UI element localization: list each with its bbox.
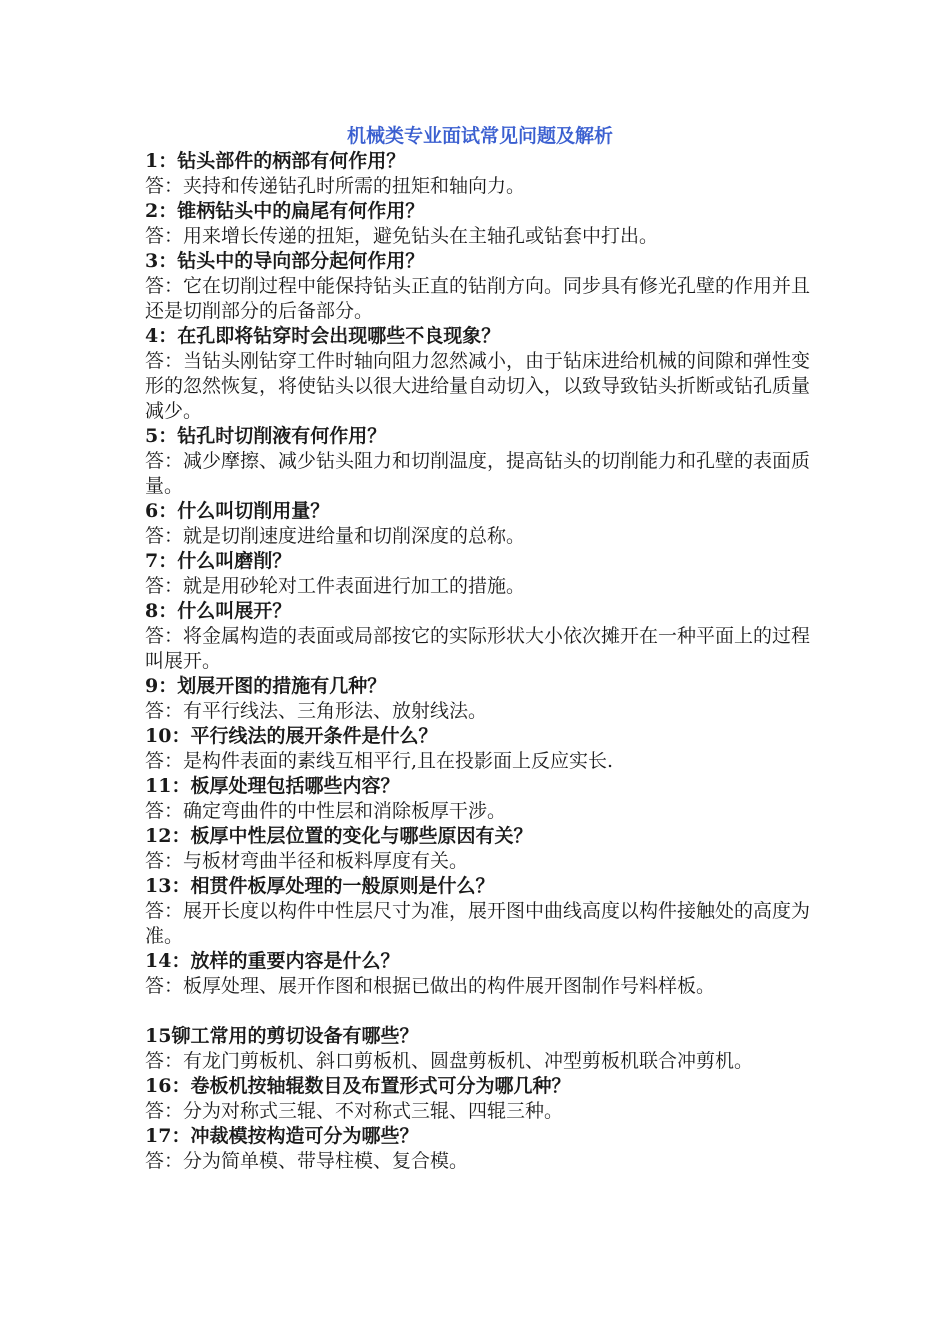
question-8: 8：什么叫展开？	[145, 600, 292, 622]
question-3: 3：钻头中的导向部分起何作用？	[145, 250, 425, 272]
document-page	[145, 123, 815, 1174]
question-7: 7：什么叫磨削？	[145, 550, 292, 572]
qa-item-1	[145, 149, 815, 199]
qa-item-5	[145, 424, 815, 499]
answer-11: 答：确定弯曲件的中性层和消除板厚干涉。	[145, 800, 507, 822]
qa-item-10	[145, 724, 815, 774]
answer-15: 答：有龙门剪板机、斜口剪板机、圆盘剪板机、冲型剪板机联合冲剪机。	[145, 1050, 754, 1072]
qa-item-2	[145, 199, 815, 249]
qa-item-8	[145, 599, 815, 674]
qa-item-7	[145, 549, 815, 599]
question-15: 15铆工常用的剪切设备有哪些？	[145, 1025, 419, 1047]
question-4: 4：在孔即将钻穿时会出现哪些不良现象？	[145, 325, 501, 347]
question-1: 1：钻头部件的柄部有何作用？	[145, 150, 406, 172]
answer-12: 答：与板材弯曲半径和板料厚度有关。	[145, 850, 469, 872]
answer-3: 答：它在切削过程中能保持钻头正直的钻削方向。同步具有修光孔壁的作用并且还是切削部分的后备部分。	[145, 275, 811, 322]
answer-16: 答：分为对称式三辊、不对称式三辊、四辊三种。	[145, 1100, 564, 1122]
question-16: 16：卷板机按轴辊数目及布置形式可分为哪几种？	[145, 1075, 571, 1097]
answer-5: 答：减少摩擦、减少钻头阻力和切削温度，提高钻头的切削能力和孔壁的表面质量。	[145, 450, 811, 497]
answer-13: 答：展开长度以构件中性层尺寸为准，展开图中曲线高度以构件接触处的高度为准。	[145, 900, 811, 947]
question-10: 10：平行线法的展开条件是什么？	[145, 725, 438, 747]
question-6: 6：什么叫切削用量？	[145, 500, 330, 522]
answer-17: 答：分为简单模、带导柱模、复合模。	[145, 1150, 469, 1172]
qa-item-15	[145, 1024, 815, 1074]
question-14: 14：放样的重要内容是什么？	[145, 950, 400, 972]
answer-9: 答：有平行线法、三角形法、放射线法。	[145, 700, 488, 722]
qa-item-17	[145, 1124, 815, 1174]
answer-1: 答：夹持和传递钻孔时所需的扭矩和轴向力。	[145, 175, 526, 197]
blank-line	[145, 999, 815, 1024]
question-9: 9：划展开图的措施有几种？	[145, 675, 387, 697]
question-17: 17：冲裁模按构造可分为哪些？	[145, 1125, 419, 1147]
qa-item-12	[145, 824, 815, 874]
question-11: 11：板厚处理包括哪些内容？	[145, 775, 400, 797]
answer-8: 答：将金属构造的表面或局部按它的实际形状大小依次摊开在一种平面上的过程叫展开。	[145, 625, 811, 672]
answer-6: 答：就是切削速度进给量和切削深度的总称。	[145, 525, 526, 547]
qa-item-3	[145, 249, 815, 324]
answer-4: 答：当钻头刚钻穿工件时轴向阻力忽然减小，由于钻床进给机械的间隙和弹性变形的忽然恢复，将使钻头以很大进给量自动切入，以致导致钻头折断或钻孔质量减少。	[145, 350, 811, 422]
qa-item-13	[145, 874, 815, 949]
qa-item-4	[145, 324, 815, 424]
answer-10: 答：是构件表面的素线互相平行,且在投影面上反应实长.	[145, 750, 614, 772]
document-title: 机械类专业面试常见问题及解析	[346, 125, 613, 147]
answer-14: 答：板厚处理、展开作图和根据已做出的构件展开图制作号料样板。	[145, 975, 716, 997]
question-12: 12：板厚中性层位置的变化与哪些原因有关？	[145, 825, 533, 847]
answer-2: 答：用来增长传递的扭矩，避免钻头在主轴孔或钻套中打出。	[145, 225, 659, 247]
question-5: 5：钻孔时切削液有何作用？	[145, 425, 387, 447]
question-2: 2：锥柄钻头中的扁尾有何作用？	[145, 200, 425, 222]
qa-item-11	[145, 774, 815, 824]
answer-7: 答：就是用砂轮对工件表面进行加工的措施。	[145, 575, 526, 597]
qa-item-16	[145, 1074, 815, 1124]
question-13: 13：相贯件板厚处理的一般原则是什么？	[145, 875, 495, 897]
qa-item-9	[145, 674, 815, 724]
qa-item-6	[145, 499, 815, 549]
qa-item-14	[145, 949, 815, 999]
